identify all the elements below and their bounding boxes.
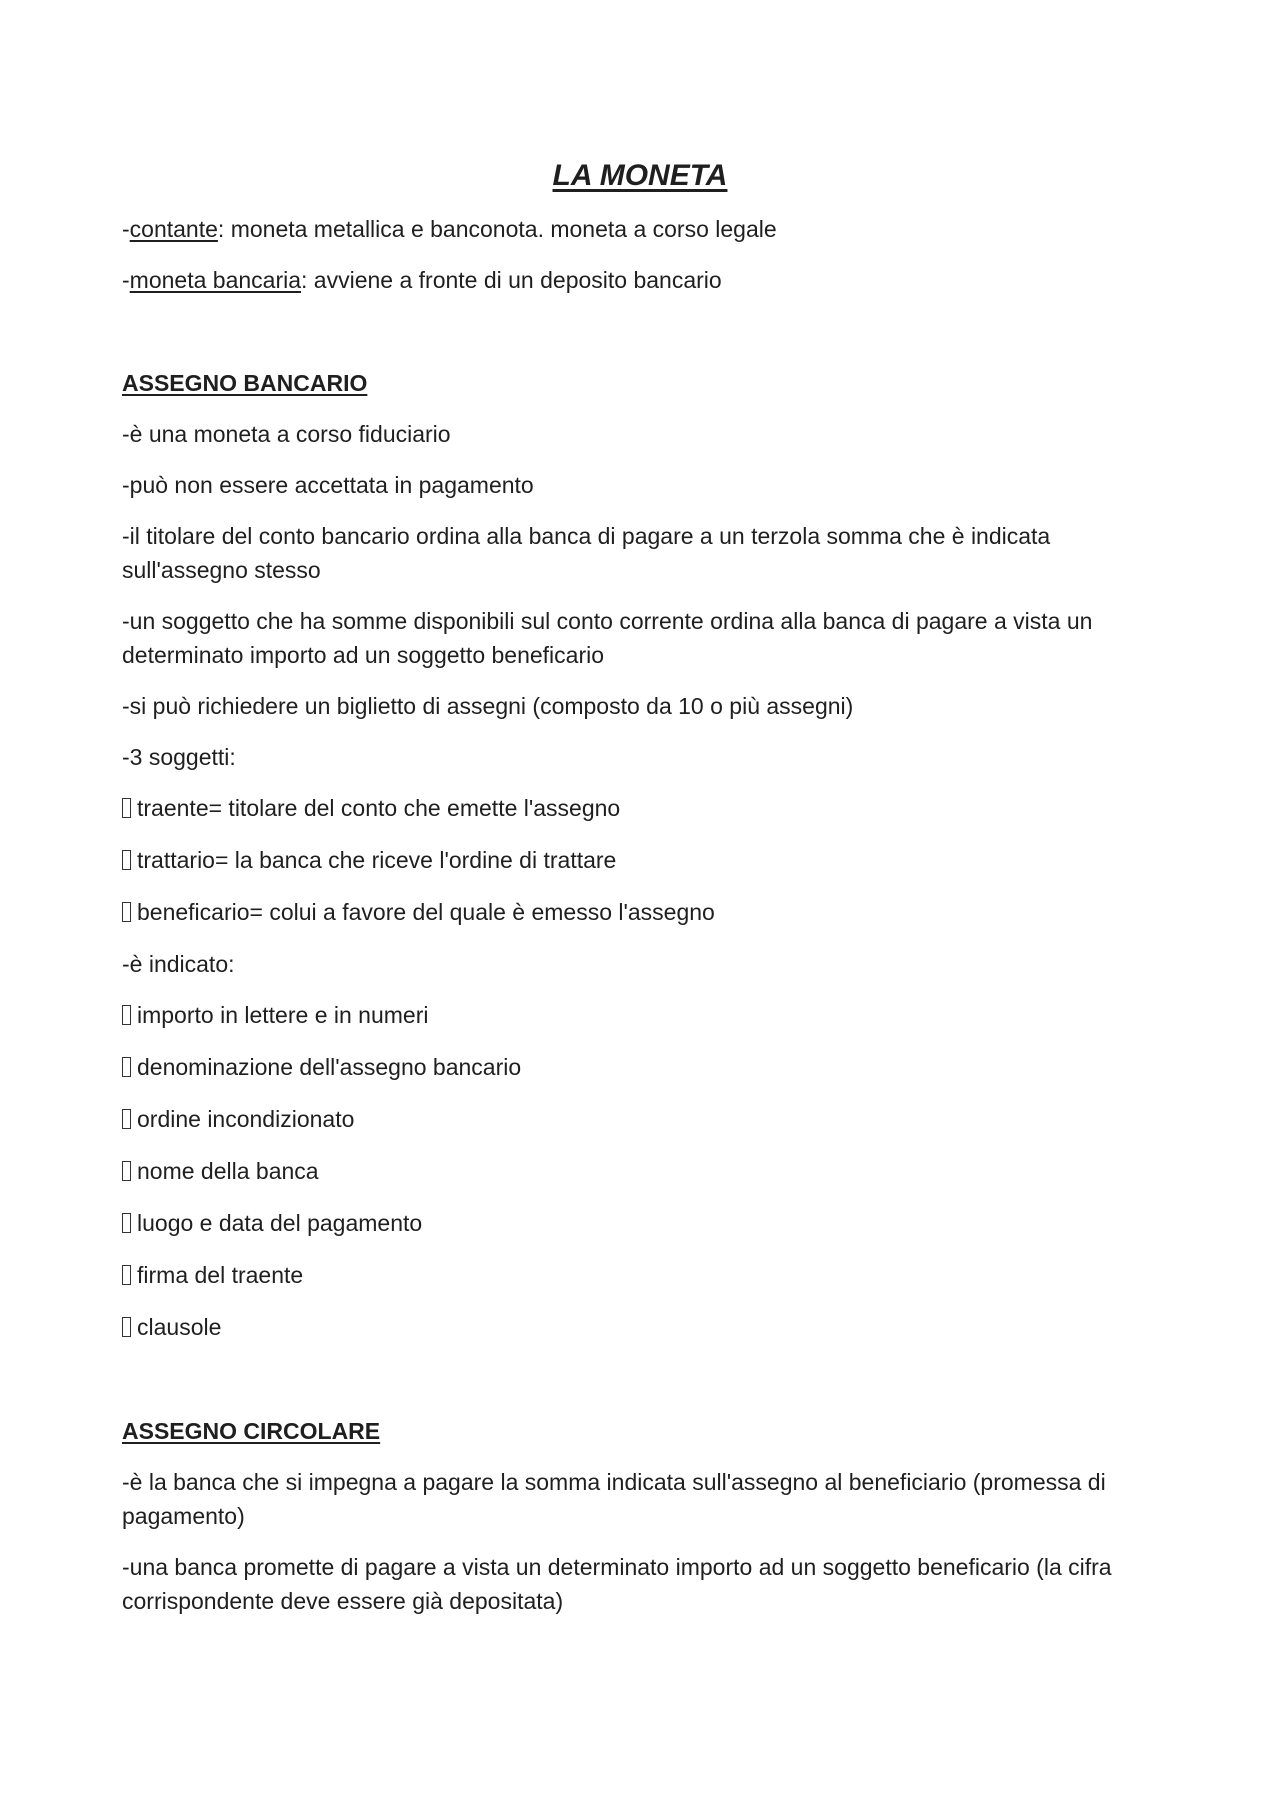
missing-glyph-bullet-icon — [122, 1213, 131, 1233]
section-heading-assegno-circolare: ASSEGNO CIRCOLARE — [122, 1418, 381, 1444]
list-item-text: nome della banca — [137, 1158, 319, 1184]
document-title: LA MONETA — [552, 159, 728, 192]
list-item — [122, 1206, 1158, 1240]
paragraph: -è indicato: — [122, 951, 235, 977]
section-heading-assegno-bancario: ASSEGNO BANCARIO — [122, 370, 368, 396]
definition-contante: : moneta metallica e banconota. moneta a corso legale — [217, 216, 777, 242]
dash: - — [122, 216, 130, 242]
paragraph: -è la banca che si impegna a pagare la somma indicata sull'assegno al beneficiario (promessa di pagamento) — [122, 1469, 1106, 1529]
missing-glyph-bullet-icon — [122, 1317, 131, 1337]
list-item — [122, 1050, 1158, 1084]
paragraph: -3 soggetti: — [122, 744, 236, 770]
list-item-text: luogo e data del pagamento — [137, 1210, 423, 1236]
missing-glyph-bullet-icon — [122, 902, 131, 922]
spacer — [122, 1362, 1158, 1414]
intro-line-moneta-bancaria — [122, 263, 1158, 297]
list-item — [122, 1154, 1158, 1188]
term-moneta-bancaria: moneta bancaria — [129, 267, 302, 293]
list-item-text: clausole — [137, 1314, 222, 1340]
list-item — [122, 1258, 1158, 1292]
definition-moneta-bancaria: : avviene a fronte di un deposito bancario — [301, 267, 722, 293]
list-item — [122, 1310, 1158, 1344]
term-contante: contante — [129, 216, 218, 242]
missing-glyph-bullet-icon — [122, 1057, 131, 1077]
list-item — [122, 998, 1158, 1032]
missing-glyph-bullet-icon — [122, 1161, 131, 1181]
intro-line-contante — [122, 212, 1158, 246]
list-item — [122, 1102, 1158, 1136]
list-item — [122, 843, 1158, 877]
missing-glyph-bullet-icon — [122, 1265, 131, 1285]
paragraph: -si può richiedere un biglietto di assegni (composto da 10 o più assegni) — [122, 693, 854, 719]
missing-glyph-bullet-icon — [122, 850, 131, 870]
paragraph: -il titolare del conto bancario ordina alla banca di pagare a un terzola somma che è indicata sull'assegno stesso — [122, 523, 1051, 583]
list-item-text: beneficario= colui a favore del quale è emesso l'assegno — [137, 899, 715, 925]
paragraph: -un soggetto che ha somme disponibili sul conto corrente ordina alla banca di pagare a vista un determinato importo ad un soggetto beneficario — [122, 608, 1093, 668]
list-item-text: importo in lettere e in numeri — [137, 1002, 429, 1028]
list-item-text: trattario= la banca che riceve l'ordine di trattare — [137, 847, 617, 873]
paragraph: -può non essere accettata in pagamento — [122, 472, 534, 498]
list-item — [122, 791, 1158, 825]
paragraph: -una banca promette di pagare a vista un determinato importo ad un soggetto beneficario (la cifra corrispondente deve essere già depositata) — [122, 1554, 1112, 1614]
paragraph: -è una moneta a corso fiduciario — [122, 421, 451, 447]
dash: - — [122, 267, 130, 293]
missing-glyph-bullet-icon — [122, 798, 131, 818]
spacer — [122, 314, 1158, 366]
missing-glyph-bullet-icon — [122, 1109, 131, 1129]
list-item-text: firma del traente — [137, 1262, 304, 1288]
list-item — [122, 895, 1158, 929]
list-item-text: denominazione dell'assegno bancario — [137, 1054, 522, 1080]
list-item-text: traente= titolare del conto che emette l'assegno — [137, 795, 621, 821]
list-item-text: ordine incondizionato — [137, 1106, 355, 1132]
missing-glyph-bullet-icon — [122, 1005, 131, 1025]
